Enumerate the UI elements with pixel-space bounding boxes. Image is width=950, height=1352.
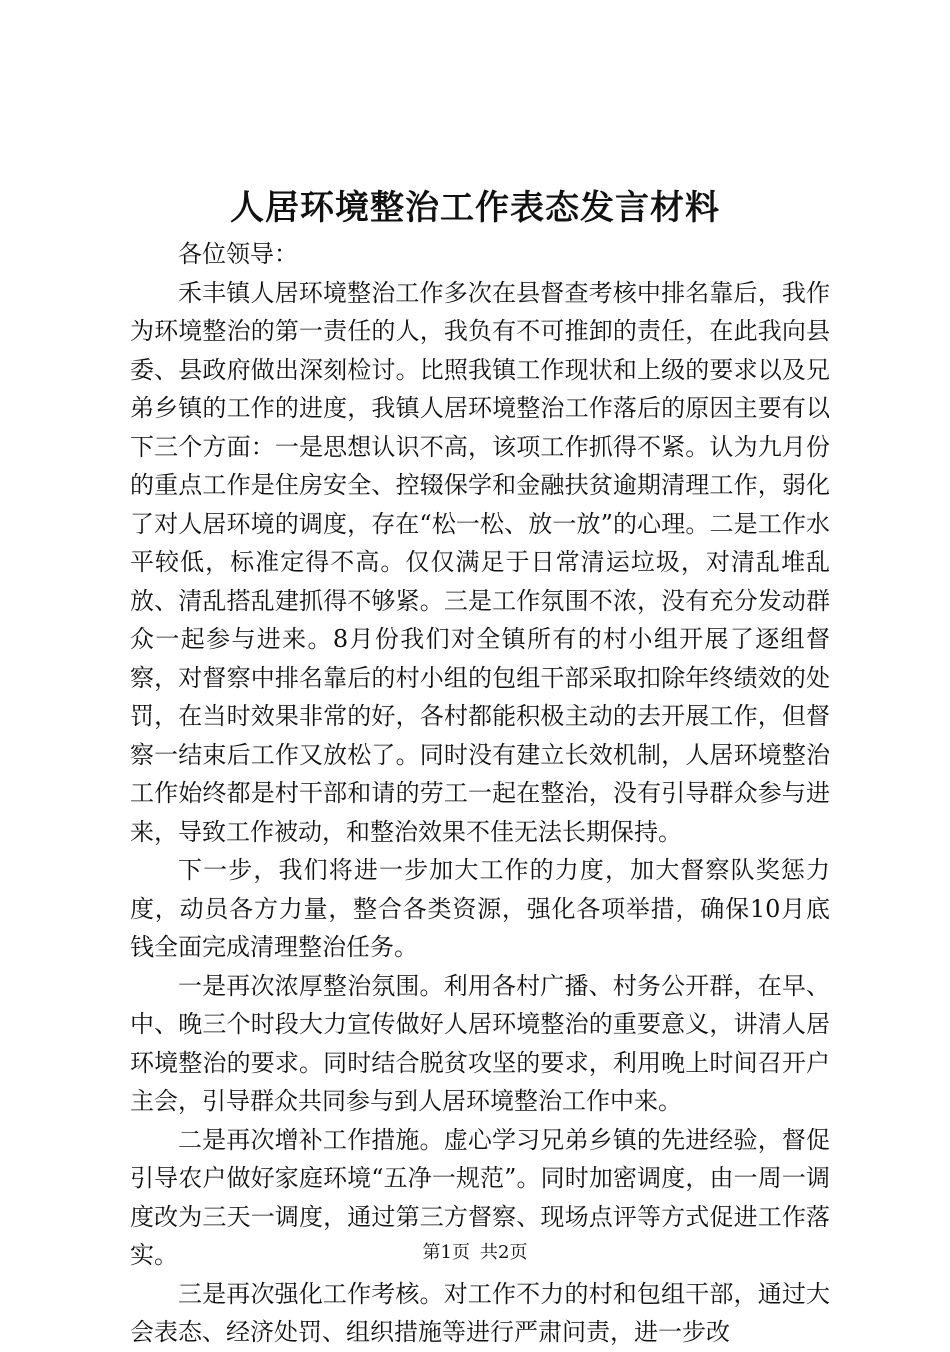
paragraph-measure-two: 二是再次增补工作措施。虚心学习兄弟乡镇的先进经验，督促引导农户做好家庭环境“五净一规范”。同时加密调度，由一周一调度改为三天一调度，通过第三方督察、现场点评等方式促进工作落实。: [130, 1125, 830, 1269]
paragraph-measure-one: 一是再次浓厚整治氛围。利用各村广播、村务公开群，在早、中、晚三个时段大力宣传做好人居环境整治的重要意义，讲清人居环境整治的要求。同时结合脱贫攻坚的要求，利用晚上时间召开户主会，引导群众共同参与到人居环境整治工作中来。: [130, 971, 830, 1115]
salutation: 各位领导：: [178, 240, 298, 268]
paragraph-review: 禾丰镇人居环境整治工作多次在县督查考核中排名靠后，我作为环境整治的第一责任的人，我负有不可推卸的责任，在此我向县委、县政府做出深刻检讨。比照我镇工作现状和上级的要求以及兄弟乡镇的工作的进度，我镇人居环境整治工作落后的原因主要有以下三个方面：一是思想认识不高，该项工作抓得不紧。认为九月份的重点工作是住房安全、控辍保学和金融扶贫逾期清理工作，弱化了对人居环境的调度，存在“松一松、放一放”的心理。二是工作水平较低，标准定得不高。仅仅满足于日常清运垃圾，对清乱堆乱放、清乱搭乱建抓得不够紧。三是工作氛围不浓，没有充分发动群众一起参与进来。8月份我们对全镇所有的村小组开展了逐组督察，对督察中排名靠后的村小组的包组干部采取扣除年终绩效的处罚，在当时效果非常的好，各村都能积极主动的去开展工作，但督察一结束后工作又放松了。同时没有建立长效机制，人居环境整治工作始终都是村干部和请的劳工一起在整治，没有引导群众参与进来，导致工作被动，和整治效果不佳无法长期保持。: [130, 278, 830, 846]
paragraph-next-step: 下一步，我们将进一步加大工作的力度，加大督察队奖惩力度，动员各方力量，整合各类资源，强化各项举措，确保10月底钱全面完成清理整治任务。: [130, 856, 830, 961]
page-number: 第1页: [422, 1242, 470, 1263]
page-footer: [0, 1240, 950, 1266]
document-title: 人居环境整治工作表态发言材料: [230, 188, 720, 228]
document-body: [130, 235, 830, 1352]
page-total: 共2页: [480, 1242, 528, 1263]
paragraph-measure-three: 三是再次强化工作考核。对工作不力的村和包组干部，通过大会表态、经济处罚、组织措施等进行严肃问责，进一步改: [130, 1279, 830, 1346]
